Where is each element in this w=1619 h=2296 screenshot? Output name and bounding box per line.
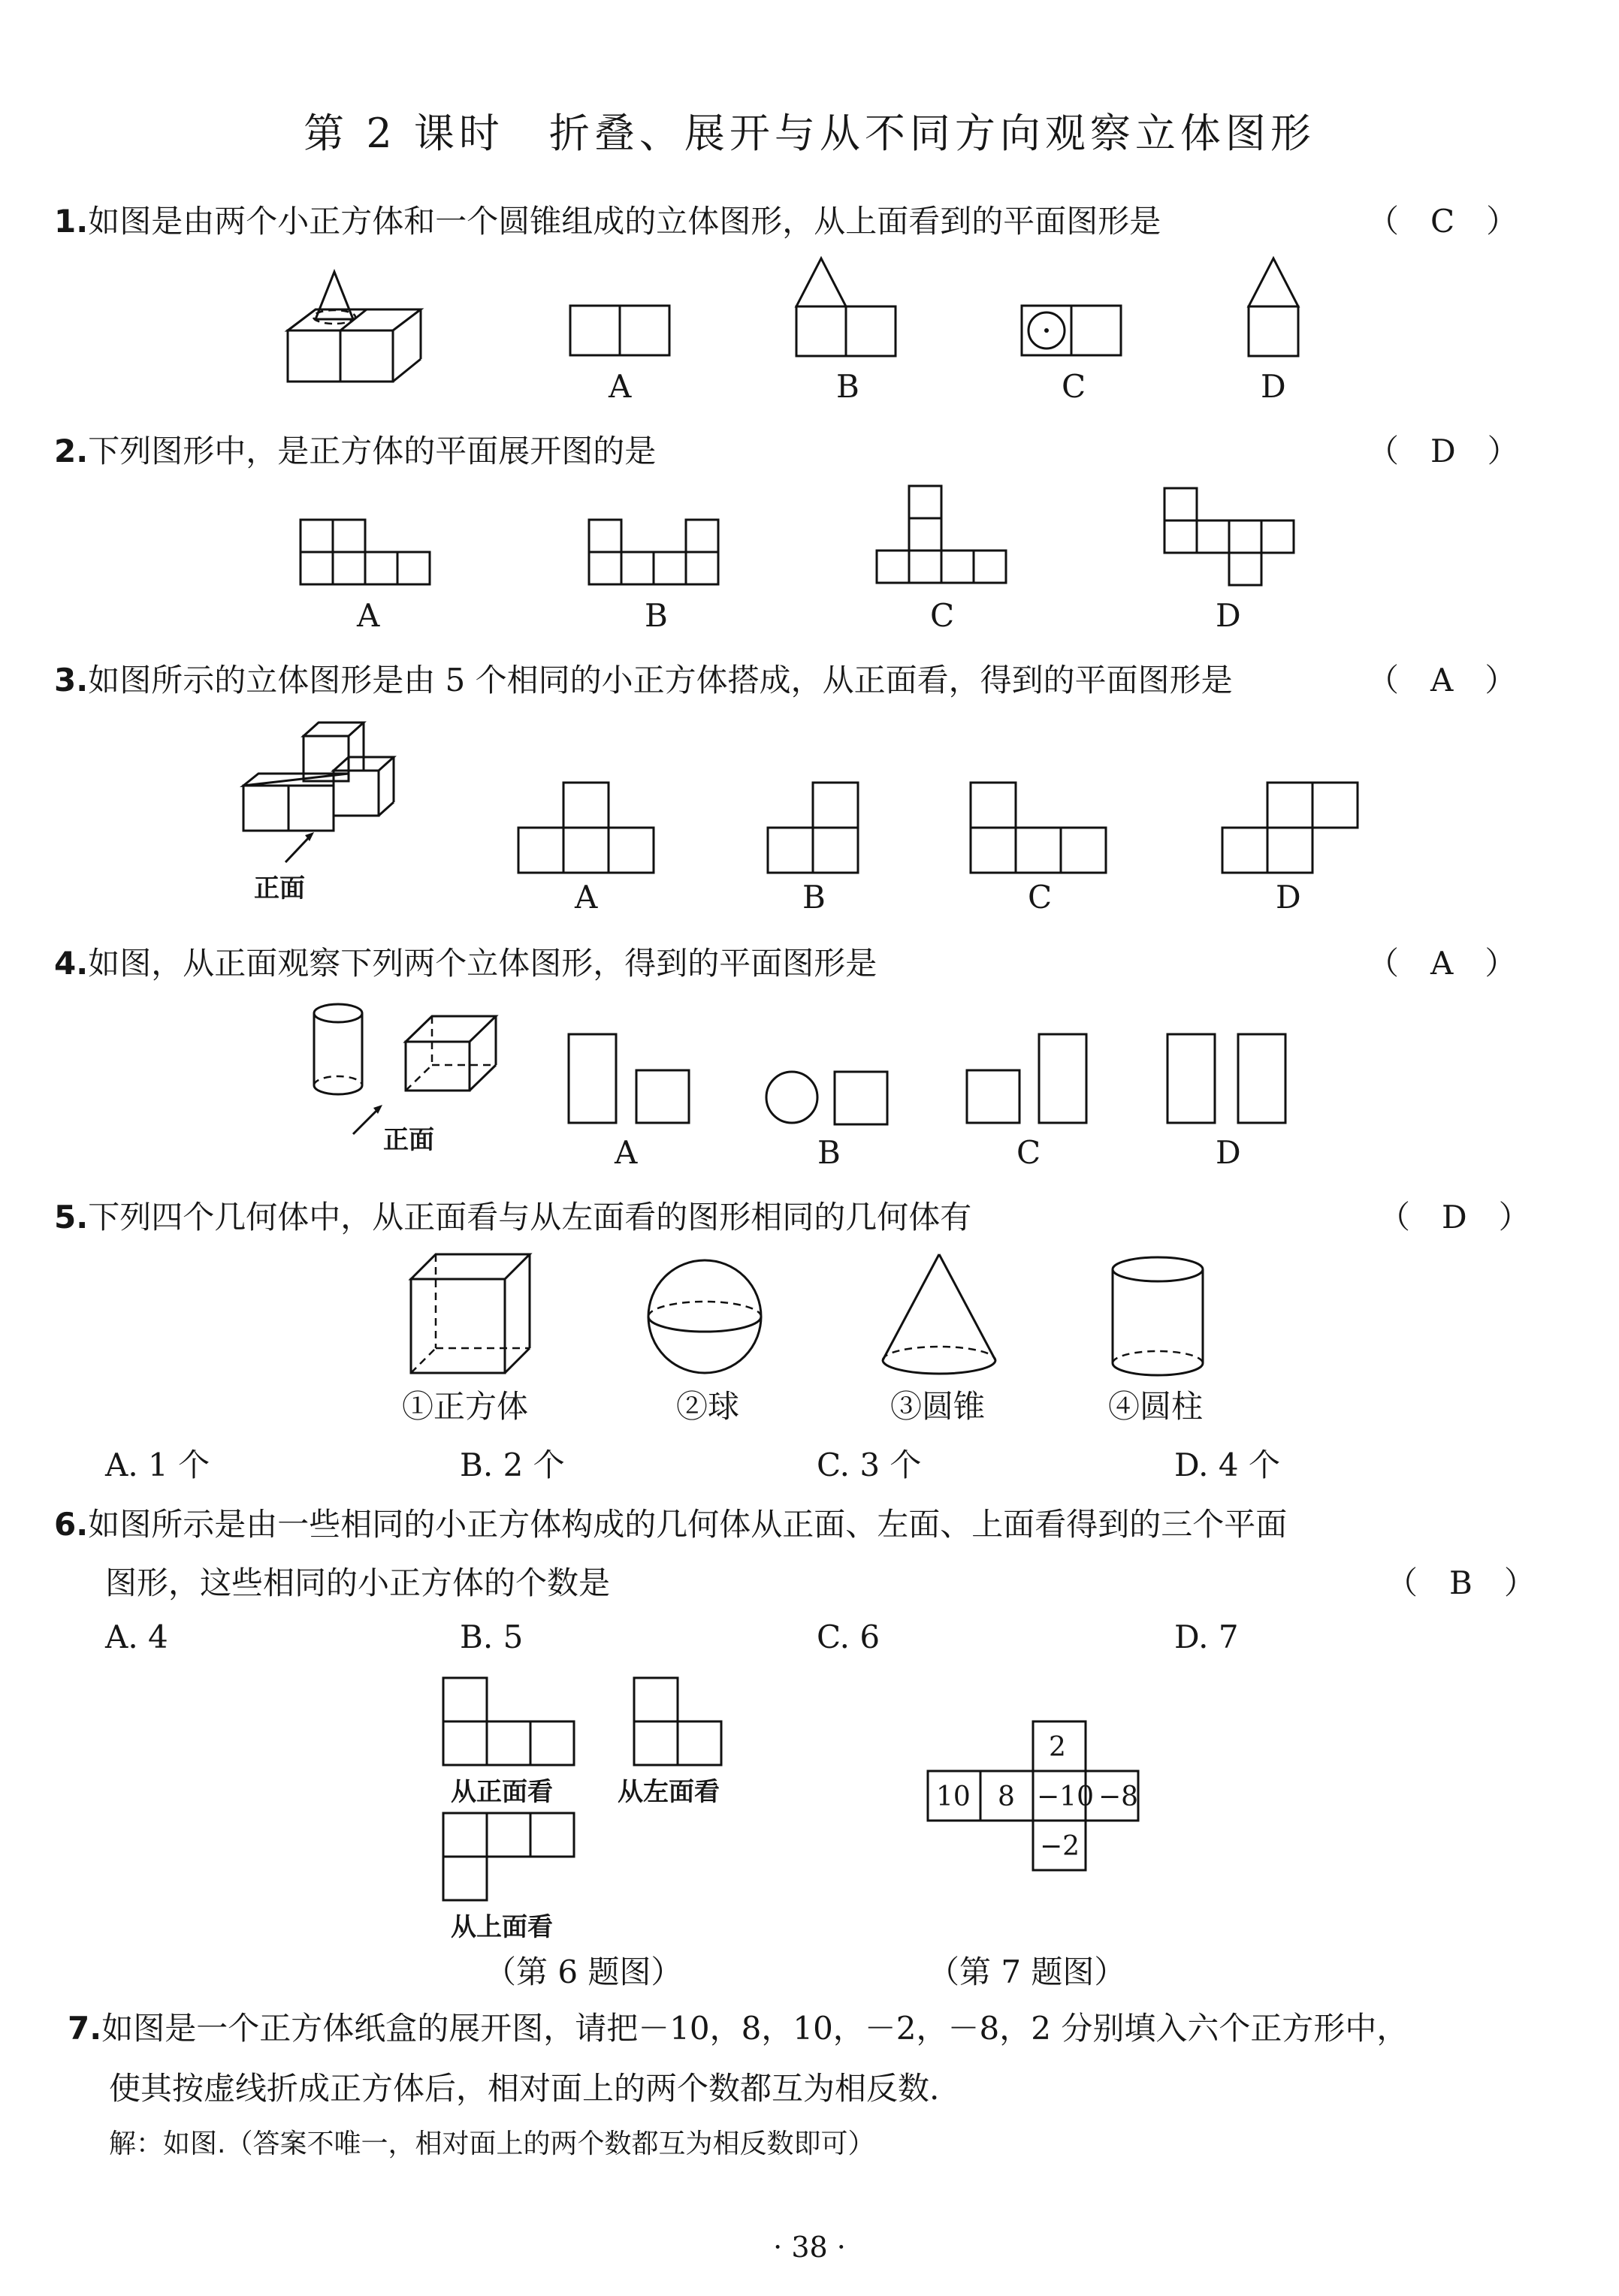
question-number: 5. xyxy=(54,1199,89,1235)
q1-option-c-figure xyxy=(1020,304,1125,357)
net-cell-second: 8 xyxy=(998,1782,1015,1812)
q3-cube-stack-figure xyxy=(242,714,407,864)
question-6-line-2: 图形，这些相同的小正方体的个数是 xyxy=(105,1564,611,1601)
question-text: 如图是一个正方体纸盒的展开图，请把－10，8，10，－2，－8，2 分别填入六个正方形中， xyxy=(101,2010,1409,2047)
solution-text: 解：如图.（答案不唯一，相对面上的两个数都互为相反数即可） xyxy=(109,2129,875,2159)
question-text: 如图，从正面观察下列两个立体图形，得到的平面图形是 xyxy=(88,945,877,982)
q2-option-a-label: A xyxy=(357,597,380,634)
q1-option-d-figure xyxy=(1247,255,1303,357)
page-title: 第 2 课时 折叠、展开与从不同方向观察立体图形 xyxy=(304,110,1315,157)
q2-option-c-label: C xyxy=(930,597,955,634)
question-text: 下列图形中，是正方体的平面展开图的是 xyxy=(88,433,657,469)
q3-option-b-figure xyxy=(766,781,860,875)
q6-choice-d: D. 7 xyxy=(1174,1619,1239,1655)
q2-option-c-net xyxy=(875,484,1010,590)
q3-option-c-figure xyxy=(969,781,1108,875)
answer-1: （ C ） xyxy=(1367,203,1518,240)
q2-option-d-net xyxy=(1163,487,1298,592)
question-text: 下列四个几何体中，从正面看与从左面看的图形相同的几何体有 xyxy=(88,1199,972,1235)
q3-option-d-figure xyxy=(1221,781,1360,875)
q1-option-a-figure xyxy=(569,304,674,357)
question-number: 7. xyxy=(68,2010,102,2047)
figure-6-caption: （第 6 题图） xyxy=(485,1954,683,1990)
q4-option-b-figure xyxy=(765,1070,889,1127)
q5-cone-figure xyxy=(880,1253,1001,1380)
question-number: 3. xyxy=(54,662,89,698)
question-text: 如图所示是由一些相同的小正方体构成的几何体从正面、左面、上面看得到的三个平面 xyxy=(88,1506,1288,1543)
figure-7-caption: （第 7 题图） xyxy=(928,1954,1126,1990)
q5-cube-figure xyxy=(409,1253,537,1380)
q5-choice-c: C. 3 个 xyxy=(817,1447,922,1483)
answer-4: （ A ） xyxy=(1367,945,1517,982)
q1-option-b-figure xyxy=(795,255,900,357)
question-2 xyxy=(54,427,656,472)
question-1 xyxy=(54,197,1161,242)
answer-2: （ D ） xyxy=(1367,433,1519,469)
q6-top-view xyxy=(442,1812,577,1905)
net-cell-center: −10 xyxy=(1037,1782,1094,1812)
solid-label-sphere: ②球 xyxy=(676,1388,740,1425)
q4-option-c-figure xyxy=(965,1033,1089,1127)
q1-solid-figure xyxy=(285,270,458,383)
q4-option-d-figure xyxy=(1166,1033,1290,1127)
left-view-label: 从左面看 xyxy=(618,1777,720,1807)
question-7-line-1 xyxy=(68,2004,1408,2049)
answer-5: （ D ） xyxy=(1379,1199,1530,1235)
q1-option-b-label: B xyxy=(836,368,859,405)
question-number: 4. xyxy=(54,945,89,982)
q4-option-b-label: B xyxy=(817,1134,841,1171)
q3-option-a-figure xyxy=(517,781,656,875)
q5-sphere-figure xyxy=(646,1258,766,1378)
q2-option-b-label: B xyxy=(645,597,668,634)
solid-label-cylinder: ④圆柱 xyxy=(1108,1388,1204,1425)
q1-option-c-label: C xyxy=(1062,368,1086,405)
question-number: 1. xyxy=(54,203,89,240)
question-5 xyxy=(54,1193,971,1238)
q2-option-d-label: D xyxy=(1216,597,1241,634)
net-cell-top: 2 xyxy=(1049,1732,1066,1763)
q4-option-c-label: C xyxy=(1016,1134,1041,1171)
q2-option-b-net xyxy=(587,518,723,590)
q6-choice-b: B. 5 xyxy=(460,1619,524,1655)
q6-choice-c: C. 6 xyxy=(817,1619,880,1655)
question-text: 如图所示的立体图形是由 5 个相同的小正方体搭成，从正面看，得到的平面图形是 xyxy=(88,662,1233,698)
question-number: 6. xyxy=(54,1506,89,1543)
q3-option-d-label: D xyxy=(1276,879,1301,916)
question-7-line-2: 使其按虚线折成正方体后，相对面上的两个数都互为相反数. xyxy=(109,2070,940,2107)
q6-choice-a: A. 4 xyxy=(105,1619,168,1655)
q6-left-view xyxy=(633,1676,726,1770)
solid-label-cube: ①正方体 xyxy=(402,1388,529,1425)
question-number: 2. xyxy=(54,433,89,469)
question-text: 如图是由两个小正方体和一个圆锥组成的立体图形，从上面看到的平面图形是 xyxy=(88,203,1161,240)
solid-label-cone: ③圆锥 xyxy=(890,1388,986,1425)
q4-option-d-label: D xyxy=(1216,1134,1241,1171)
answer-6: （ B ） xyxy=(1386,1564,1536,1601)
q1-option-a-label: A xyxy=(609,368,632,405)
front-label: 正面 xyxy=(383,1125,434,1155)
q4-option-a-figure xyxy=(567,1033,691,1127)
q5-choice-a: A. 1 个 xyxy=(105,1447,210,1483)
q5-cylinder-figure xyxy=(1110,1256,1208,1383)
q5-choice-b: B. 2 个 xyxy=(460,1447,565,1483)
question-4 xyxy=(54,939,877,984)
question-3 xyxy=(54,656,1233,701)
page-number: · 38 · xyxy=(773,2231,846,2264)
answer-3: （ A ） xyxy=(1367,662,1517,698)
q1-option-d-label: D xyxy=(1261,368,1286,405)
front-label: 正面 xyxy=(254,873,305,904)
q2-option-a-net xyxy=(299,518,434,590)
net-cell-bottom: −2 xyxy=(1040,1831,1080,1862)
q3-option-b-label: B xyxy=(802,879,826,916)
top-view-label: 从上面看 xyxy=(451,1912,553,1942)
q3-option-c-label: C xyxy=(1028,879,1053,916)
q6-front-view xyxy=(442,1676,577,1770)
question-6-line-1 xyxy=(54,1500,1287,1545)
q4-option-a-label: A xyxy=(615,1134,638,1171)
net-cell-right: −8 xyxy=(1098,1782,1139,1812)
front-view-label: 从正面看 xyxy=(451,1777,553,1807)
q5-choice-d: D. 4 个 xyxy=(1174,1447,1280,1483)
net-cell-left: 10 xyxy=(936,1782,971,1812)
q3-option-a-label: A xyxy=(575,879,598,916)
